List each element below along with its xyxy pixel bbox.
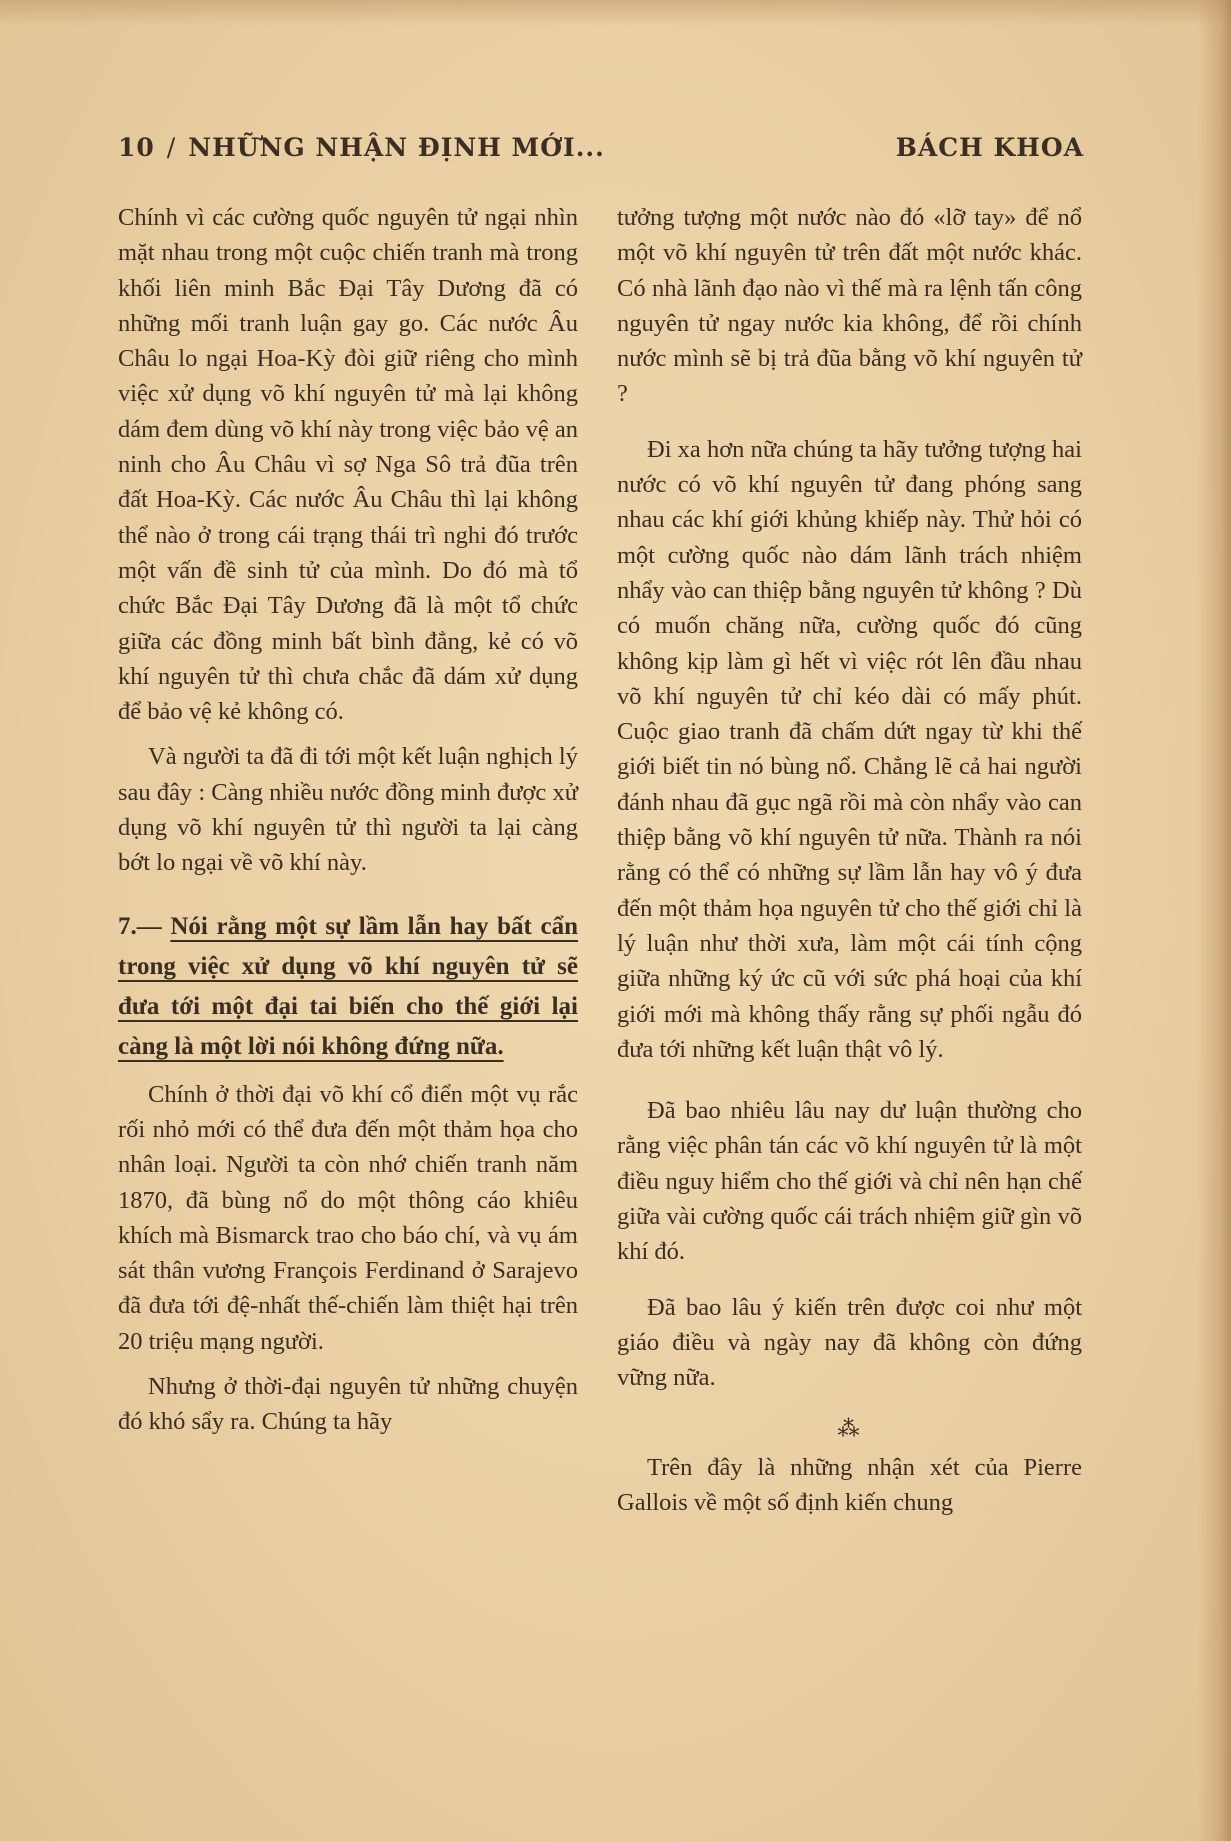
section-heading-7 bbox=[118, 907, 578, 1067]
right-paragraph-1: tưởng tượng một nước nào đó «lỡ tay» để nổ một võ khí nguyên tử trên đất một nước khác. Có nhà lãnh đạo nào vì thế mà ra lệnh tấn công nguyên tử ngay nước kia không, để rồi chính nước mình sẽ bị trả đũa bằng võ khí nguyên tử ? bbox=[617, 204, 1082, 408]
header-separator: / bbox=[166, 133, 177, 162]
right-paragraph-2: Đi xa hơn nữa chúng ta hãy tưởng tượng hai nước có võ khí nguyên tử đang phóng sang nhau các khí giới khủng khiếp này. Thử hỏi có một cường quốc nào dám lãnh trách nhiệm nhẩy vào can thiệp bằng nguyên tử không ? Dù có muốn chăng nữa, cường quốc đó cũng không kịp làm gì hết vì việc rót lên đầu nhau võ khí nguyên tử chỉ kéo dài có mấy phút. Cuộc giao tranh đã chấm dứt ngay từ khi thế giới biết tin nó bùng nổ. Chẳng lẽ cả hai người đánh nhau đã gục ngã rồi mà còn nhẩy vào can thiệp bằng võ khí nguyên tử nữa. Thành ra nói rằng có thể có những sự lầm lẫn hay vô ý đưa đến một thảm họa nguyên tử cho thế giới chỉ là lý luận như thời xưa, làm một cái tính cộng giữa những ký ức cũ với sức phá hoại của khí giới mới mà không thấy rằng sự phối ngẫu đó đưa tới những kết luận thật vô lý. bbox=[617, 435, 1082, 1063]
section-ornament: ⁂ bbox=[837, 1415, 862, 1441]
paper-edge-right bbox=[1197, 0, 1231, 1841]
right-column bbox=[617, 200, 1082, 1520]
left-paragraph-3: Chính ở thời đại võ khí cổ điển một vụ rắc rối nhỏ mới có thể đưa đến một thảm họa cho nhân loại. Người ta còn nhớ chiến tranh năm 1870, đã bùng nổ do một thông cáo khiêu khích mà Bismarck trao cho báo chí, và vụ ám sát thân vương François Ferdinand ở Sarajevo đã đưa tới đệ-nhất thế-chiến làm thiệt hại trên 20 triệu mạng người. bbox=[118, 1080, 578, 1355]
section-heading-number: 7.— bbox=[118, 912, 162, 940]
left-paragraph-2: Và người ta đã đi tới một kết luận nghịch lý sau đây : Càng nhiều nước đồng minh được xử dụng võ khí nguyên tử thì người ta lại càng bớt lo ngại về võ khí này. bbox=[118, 743, 578, 877]
page-header bbox=[118, 133, 1084, 173]
publication-name: BÁCH KHOA bbox=[895, 133, 1084, 162]
header-left bbox=[118, 133, 605, 162]
left-paragraph-1: Chính vì các cường quốc nguyên tử ngại nhìn mặt nhau trong một cuộc chiến tranh mà trong khối liên minh Bắc Đại Tây Dương đã có những mối tranh luận gay go. Các nước Âu Châu lo ngại Hoa-Kỳ đòi giữ riêng cho mình việc xử dụng võ khí nguyên tử mà lại không dám đem dùng võ khí này trong việc bảo vệ an ninh cho Âu Châu vì sợ Nga Sô trả đũa trên đất Hoa-Kỳ. Các nước Âu Châu thì lại không thể nào ở trong cái trạng thái trì nghi đó trước một vấn đề sinh tử của mình. Do đó mà tổ chức Bắc Đại Tây Dương đã là một tổ chức giữa các đồng minh bất bình đẳng, kẻ có võ khí nguyên tử thì chưa chắc đã dám xử dụng để bảo vệ kẻ không có. bbox=[118, 204, 578, 726]
running-title: NHỮNG NHẬN ĐỊNH MỚI... bbox=[188, 133, 605, 162]
left-column bbox=[118, 200, 578, 1440]
right-paragraph-3: Đã bao nhiêu lâu nay dư luận thường cho rằng việc phân tán các võ khí nguyên tử là một điều nguy hiểm cho thế giới và chỉ nên hạn chế giữa vài cường quốc cái trách nhiệm giữ gìn võ khí đó. bbox=[617, 1097, 1082, 1266]
right-paragraph-4: Đã bao lâu ý kiến trên được coi như một giáo điều và ngày nay đã không còn đứng vững nữa. bbox=[617, 1293, 1082, 1392]
page-number: 10 bbox=[118, 133, 155, 162]
right-paragraph-5: Trên đây là những nhận xét của Pierre Gallois về một số định kiến chung bbox=[617, 1453, 1082, 1516]
section-heading-text: Nói rằng một sự lầm lẫn hay bất cẩn trong việc xử dụng võ khí nguyên tử sẽ đưa tới một đại tai biến cho thế giới lại càng là một lời nói không đứng nữa. bbox=[118, 912, 578, 1060]
paper-edge-top bbox=[0, 0, 1231, 26]
left-paragraph-4: Nhưng ở thời-đại nguyên tử những chuyện đó khó sẩy ra. Chúng ta hãy bbox=[118, 1373, 578, 1436]
